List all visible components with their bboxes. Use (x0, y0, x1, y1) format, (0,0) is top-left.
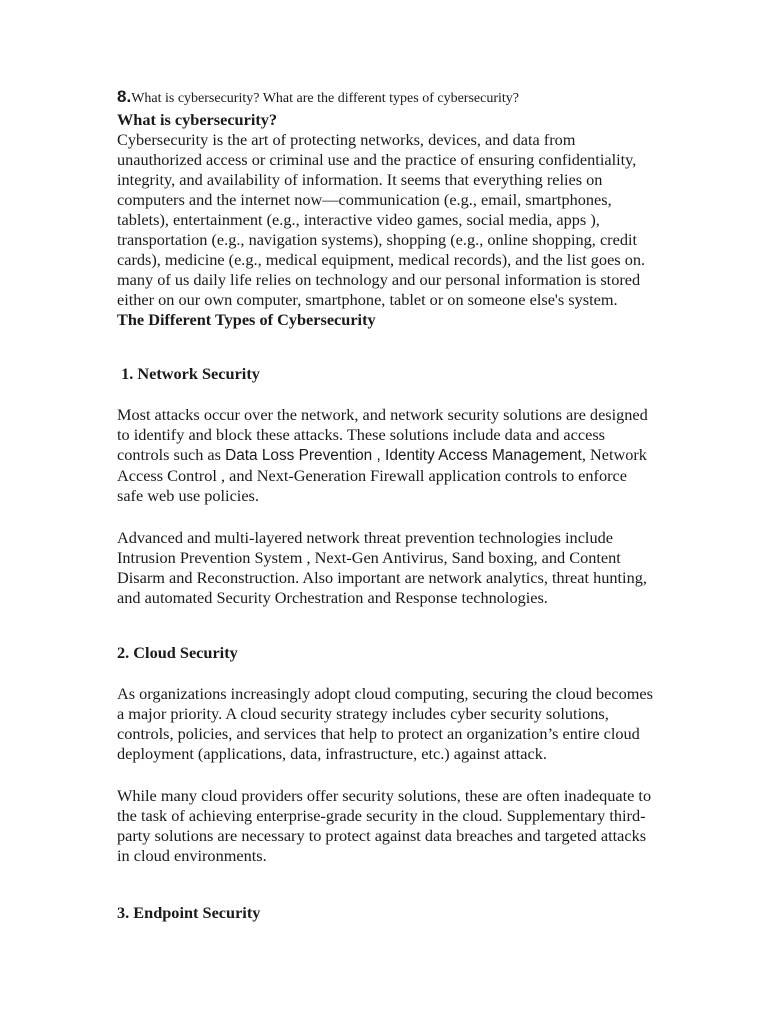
endpoint-section (117, 903, 657, 923)
network-p1-sans: Data Loss Prevention , Identity Access Management (225, 447, 582, 464)
network-heading: 1. Network Security (117, 364, 260, 383)
network-p1-part-b: , Network Access Control , and Next-Generation Firewall application controls to enforce safe web use policies. (117, 445, 647, 505)
cloud-heading: 2. Cloud Security (117, 643, 238, 662)
network-paragraph-2: Advanced and multi-layered network threat prevention technologies include Intrusion Prevention System , Next-Gen Antivirus, Sand boxing, and Content Disarm and Reconstruction. Also important are network analytics, threat hunting, and automated Security Orchestration and Response technologies. (117, 528, 647, 607)
network-p1-part-a: Most attacks occur over the network, and network security solutions are designed to identify and block these attacks. These solutions include data and access controls such as (117, 405, 648, 464)
intro-paragraph: Cybersecurity is the art of protecting networks, devices, and data from unauthorized access or criminal use and the practice of ensuring confidentiality, integrity, and availability of information. It seems that everything relies on computers and the internet now—communication (e.g., email, smartphones, tablets), entertainment (e.g., interactive video games, social media, apps ), transportation (e.g., navigation systems), shopping (e.g., online shopping, credit cards), medicine (e.g., medical equipment, medical records), and the list goes on. many of us daily life relies on technology and our personal information is stored either on our own computer, smartphone, tablet or on someone else's system. (117, 130, 646, 309)
question-number: 8. (117, 87, 132, 106)
endpoint-heading: 3. Endpoint Security (117, 903, 261, 922)
intro-heading: What is cybersecurity? (117, 110, 278, 129)
network-paragraph-1 (117, 405, 657, 506)
cloud-paragraph-2: While many cloud providers offer security solutions, these are often inadequate to the task of achieving enterprise-grade security in the cloud. Supplementary third-party solutions are necessary to protect against data breaches and targeted attacks in cloud environments. (117, 786, 652, 865)
cloud-paragraph-1: As organizations increasingly adopt cloud computing, securing the cloud becomes a major priority. A cloud security strategy includes cyber security solutions, controls, policies, and services that help to protect an organization’s entire cloud deployment (applications, data, infrastructure, etc.) against attack. (117, 684, 653, 763)
question-text: What is cybersecurity? What are the different types of cybersecurity? (131, 91, 519, 106)
intro-section (117, 110, 657, 330)
cloud-section (117, 643, 657, 866)
types-heading: The Different Types of Cybersecurity (117, 310, 376, 329)
network-section (117, 364, 657, 608)
question-line (117, 88, 519, 108)
